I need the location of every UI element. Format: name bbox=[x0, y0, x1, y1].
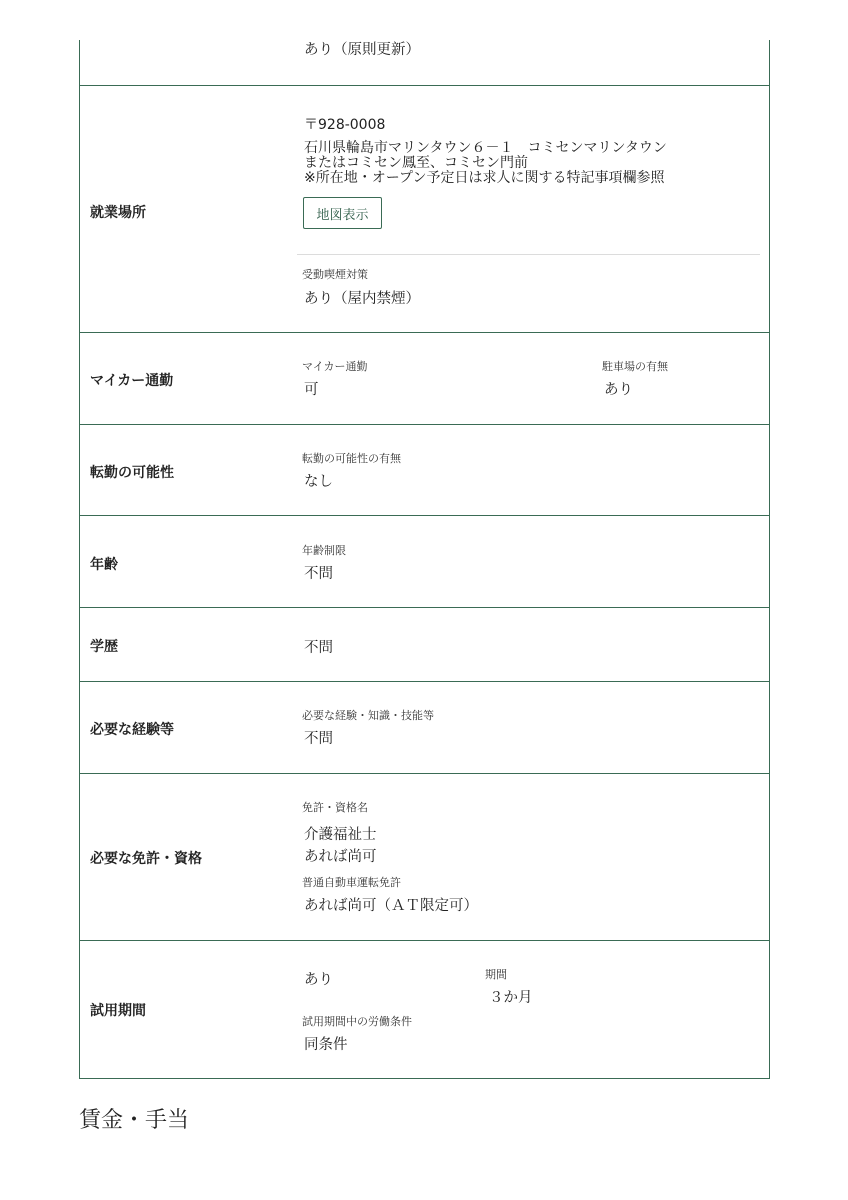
experience-value: 不問 bbox=[304, 731, 333, 747]
transfer-value: なし bbox=[304, 474, 333, 490]
education-header: 学歴 bbox=[90, 639, 118, 655]
experience-row bbox=[80, 682, 769, 774]
license1-requirement: あれば尚可 bbox=[304, 849, 377, 865]
workplace-header: 就業場所 bbox=[90, 205, 146, 221]
address-line-2: またはコミセン鳳至、コミセン門前 bbox=[304, 155, 528, 171]
license-row bbox=[80, 774, 769, 941]
age-header: 年齢 bbox=[90, 557, 118, 573]
experience-header: 必要な経験等 bbox=[90, 722, 174, 738]
trial-conditions-value: 同条件 bbox=[304, 1037, 348, 1053]
age-limit-value: 不問 bbox=[304, 566, 333, 582]
smoking-value: あり（屋内禁煙） bbox=[304, 291, 420, 307]
license2-requirement: あれば尚可（ＡＴ限定可） bbox=[304, 898, 478, 914]
parking-value: あり bbox=[604, 382, 633, 398]
age-limit-label: 年齢制限 bbox=[302, 544, 346, 557]
address-note: ※所在地・オープン予定日は求人に関する特記事項欄参照 bbox=[304, 170, 665, 186]
address-line-1: 石川県輪島市マリンタウン６－１ コミセンマリンタウン bbox=[304, 140, 667, 156]
contract-renewal-row bbox=[80, 40, 769, 86]
trial-conditions-label: 試用期間中の労働条件 bbox=[302, 1015, 412, 1028]
wages-section-title: 賃金・手当 bbox=[79, 1108, 190, 1133]
postal-code: 〒928-0008 bbox=[304, 117, 386, 133]
transfer-row bbox=[80, 425, 769, 516]
trial-period-row bbox=[80, 941, 769, 1079]
car-commute-value: 可 bbox=[304, 382, 319, 398]
license1-name: 介護福祉士 bbox=[304, 827, 377, 843]
car-commute-row bbox=[80, 333, 769, 425]
license-label: 免許・資格名 bbox=[302, 801, 368, 814]
education-value: 不問 bbox=[304, 640, 333, 656]
car-commute-label: マイカー通勤 bbox=[302, 360, 368, 373]
license-header: 必要な免許・資格 bbox=[90, 851, 202, 867]
parking-label: 駐車場の有無 bbox=[602, 360, 668, 373]
trial-duration-label: 期間 bbox=[485, 968, 507, 981]
trial-period-header: 試用期間 bbox=[90, 1003, 146, 1019]
experience-label: 必要な経験・知識・技能等 bbox=[302, 709, 434, 722]
trial-duration-value: ３か月 bbox=[489, 990, 533, 1006]
contract-renewal-value: あり（原則更新） bbox=[304, 42, 420, 58]
license2-name: 普通自動車運転免許 bbox=[302, 876, 401, 889]
workplace-divider bbox=[297, 254, 760, 255]
transfer-header: 転勤の可能性 bbox=[90, 465, 174, 481]
education-row bbox=[80, 608, 769, 682]
car-commute-header: マイカー通勤 bbox=[90, 373, 174, 389]
smoking-label: 受動喫煙対策 bbox=[302, 268, 368, 281]
workplace-row bbox=[80, 86, 769, 333]
age-row bbox=[80, 516, 769, 608]
job-details-table bbox=[79, 40, 770, 1079]
trial-period-value: あり bbox=[304, 972, 333, 988]
transfer-label: 転勤の可能性の有無 bbox=[302, 452, 401, 465]
map-display-button[interactable]: 地図表示 bbox=[303, 197, 382, 229]
